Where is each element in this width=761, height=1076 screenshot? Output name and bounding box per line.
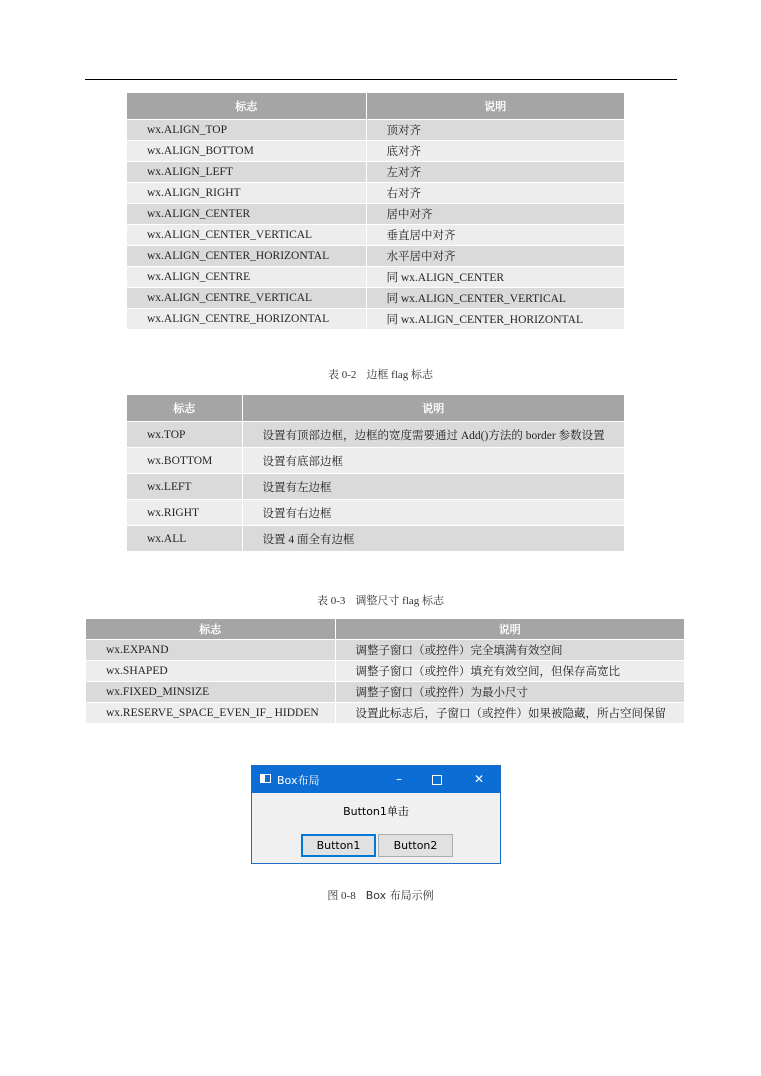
flag-cell: wx.FIXED_MINSIZE bbox=[86, 682, 335, 703]
flag-cell: wx.LEFT bbox=[127, 474, 242, 500]
flag-cell: wx.ALIGN_CENTER_VERTICAL bbox=[127, 225, 366, 246]
button2[interactable]: Button2 bbox=[378, 834, 453, 857]
table-row bbox=[127, 474, 624, 500]
table-caption bbox=[0, 592, 761, 608]
caption-number: 表 0-2 bbox=[327, 369, 357, 381]
description-cell: 调整子窗口（或控件）完全填满有效空间 bbox=[335, 640, 684, 661]
table-header-row bbox=[127, 93, 624, 120]
button1[interactable]: Button1 bbox=[301, 834, 376, 857]
maximize-icon[interactable] bbox=[418, 766, 456, 793]
table-row bbox=[127, 448, 624, 474]
description-cell: 设置 4 面全有边框 bbox=[242, 526, 624, 552]
box-layout-window bbox=[251, 765, 501, 864]
description-cell: 底对齐 bbox=[366, 141, 624, 162]
table-row bbox=[127, 422, 624, 448]
table-row bbox=[127, 309, 624, 330]
column-header: 标志 bbox=[127, 93, 366, 120]
description-cell: 右对齐 bbox=[366, 183, 624, 204]
column-header: 标志 bbox=[86, 619, 335, 640]
column-header: 说明 bbox=[366, 93, 624, 120]
table-row bbox=[127, 141, 624, 162]
table-row bbox=[127, 246, 624, 267]
table-row bbox=[127, 225, 624, 246]
flag-cell: wx.BOTTOM bbox=[127, 448, 242, 474]
caption-number: 表 0-3 bbox=[316, 595, 346, 607]
table-row bbox=[127, 500, 624, 526]
table-row bbox=[127, 204, 624, 225]
table-header-row bbox=[86, 619, 684, 640]
description-cell: 垂直居中对齐 bbox=[366, 225, 624, 246]
flag-cell: wx.ALIGN_CENTER bbox=[127, 204, 366, 225]
minimize-icon[interactable]: – bbox=[396, 772, 402, 786]
flag-cell: wx.ALIGN_LEFT bbox=[127, 162, 366, 183]
table-row bbox=[86, 682, 684, 703]
figure-caption bbox=[0, 887, 761, 903]
table-row bbox=[127, 526, 624, 552]
table-row bbox=[86, 661, 684, 682]
description-cell: 同 wx.ALIGN_CENTER_VERTICAL bbox=[366, 288, 624, 309]
table-row bbox=[127, 162, 624, 183]
header-rule bbox=[85, 79, 677, 80]
description-cell: 左对齐 bbox=[366, 162, 624, 183]
alignment-flags-table bbox=[127, 93, 624, 329]
description-cell: 水平居中对齐 bbox=[366, 246, 624, 267]
table-row bbox=[127, 288, 624, 309]
description-cell: 顶对齐 bbox=[366, 120, 624, 141]
flag-cell: wx.RIGHT bbox=[127, 500, 242, 526]
table-row bbox=[127, 120, 624, 141]
caption-number: 图 0-8 bbox=[327, 890, 356, 902]
flag-cell: wx.SHAPED bbox=[86, 661, 335, 682]
table-row bbox=[86, 640, 684, 661]
description-cell: 设置有顶部边框，边框的宽度需要通过 Add()方法的 border 参数设置 bbox=[242, 422, 624, 448]
flag-cell: wx.ALIGN_CENTRE_HORIZONTAL bbox=[127, 309, 366, 330]
flag-cell: wx.ALIGN_CENTRE bbox=[127, 267, 366, 288]
app-icon bbox=[260, 774, 271, 783]
caption-text: 边框 flag 标志 bbox=[366, 369, 434, 381]
description-cell: 调整子窗口（或控件）为最小尺寸 bbox=[335, 682, 684, 703]
column-header: 标志 bbox=[127, 395, 242, 422]
flag-cell: wx.EXPAND bbox=[86, 640, 335, 661]
sizing-flags-table bbox=[86, 619, 684, 723]
caption-text: Box 布局示例 bbox=[365, 889, 434, 902]
flag-cell: wx.ALIGN_TOP bbox=[127, 120, 366, 141]
column-header: 说明 bbox=[242, 395, 624, 422]
description-cell: 设置此标志后，子窗口（或控件）如果被隐藏，所占空间保留 bbox=[335, 703, 684, 724]
flag-cell: wx.ALIGN_CENTER_HORIZONTAL bbox=[127, 246, 366, 267]
description-cell: 同 wx.ALIGN_CENTER bbox=[366, 267, 624, 288]
description-cell: 居中对齐 bbox=[366, 204, 624, 225]
flag-cell: wx.ALIGN_CENTRE_VERTICAL bbox=[127, 288, 366, 309]
column-header: 说明 bbox=[335, 619, 684, 640]
description-cell: 设置有左边框 bbox=[242, 474, 624, 500]
description-cell: 设置有底部边框 bbox=[242, 448, 624, 474]
description-cell: 设置有右边框 bbox=[242, 500, 624, 526]
click-status-label: Button1单击 bbox=[343, 805, 409, 818]
table-row bbox=[127, 183, 624, 204]
description-cell: 同 wx.ALIGN_CENTER_HORIZONTAL bbox=[366, 309, 624, 330]
window-titlebar[interactable] bbox=[252, 766, 500, 793]
table-caption bbox=[0, 366, 761, 382]
flag-cell: wx.ALIGN_RIGHT bbox=[127, 183, 366, 204]
table-header-row bbox=[127, 395, 624, 422]
close-icon[interactable]: ✕ bbox=[473, 772, 485, 786]
flag-cell: wx.RESERVE_SPACE_EVEN_IF_ HIDDEN bbox=[86, 703, 335, 724]
caption-text: 调整尺寸 flag 标志 bbox=[355, 595, 445, 607]
description-cell: 调整子窗口（或控件）填充有效空间，但保存高宽比 bbox=[335, 661, 684, 682]
table-row bbox=[86, 703, 684, 724]
window-title: Box布局 bbox=[277, 774, 320, 787]
border-flags-table bbox=[127, 395, 624, 551]
table-row bbox=[127, 267, 624, 288]
flag-cell: wx.ALIGN_BOTTOM bbox=[127, 141, 366, 162]
flag-cell: wx.TOP bbox=[127, 422, 242, 448]
flag-cell: wx.ALL bbox=[127, 526, 242, 552]
